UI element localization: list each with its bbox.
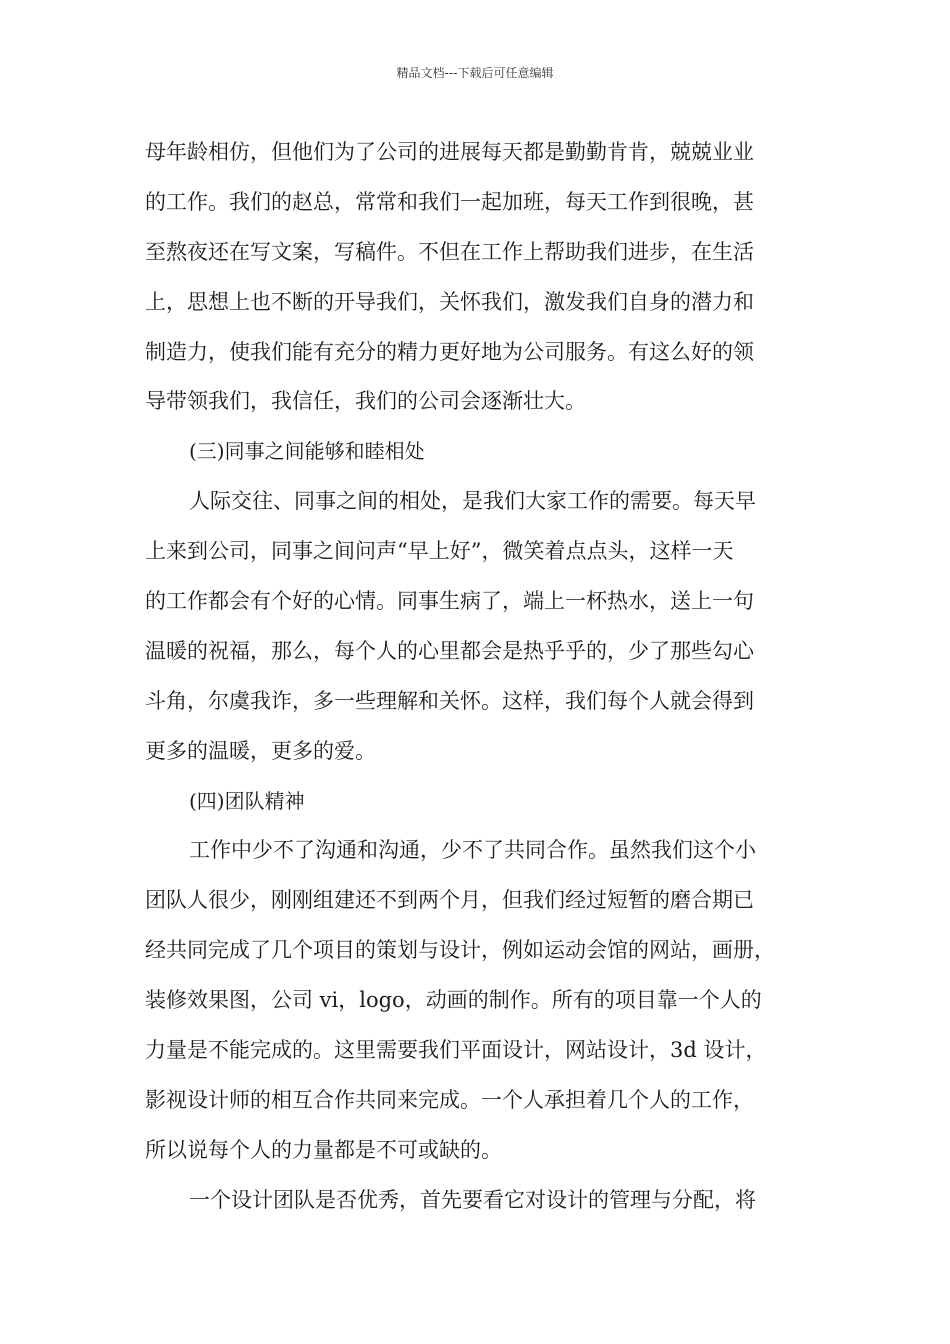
text-line: 的工作。我们的赵总，常常和我们一起加班，每天工作到很晚，甚 (145, 189, 754, 214)
text-line: 上，思想上也不断的开导我们，关怀我们，激发我们自身的潜力和 (145, 289, 754, 314)
page-header: 精品文档---下载后可任意编辑 (396, 66, 554, 80)
text-line: 的工作都会有个好的心情。同事生病了，端上一杯热水，送上一句 (145, 589, 754, 614)
text-line: 至熬夜还在写文案，写稿件。不但在工作上帮助我们进步，在生活 (145, 239, 754, 264)
text-line: 力量是不能完成的。这里需要我们平面设计，网站设计，3d 设计， (145, 1038, 767, 1063)
paragraph-first-line: 人际交往、同事之间的相处，是我们大家工作的需要。每天早 (189, 489, 756, 514)
document-body (145, 128, 825, 1226)
text-line: 斗角，尔虞我诈，多一些理解和关怀。这样，我们每个人就会得到 (145, 688, 754, 713)
text-line: 团队人很少，刚刚组建还不到两个月，但我们经过短暂的磨合期已 (145, 888, 754, 913)
text-line: 影视设计师的相互合作共同来完成。一个人承担着几个人的工作， (145, 1087, 754, 1112)
text-line: 母年龄相仿，但他们为了公司的进展每天都是勤勤肯肯，兢兢业业 (145, 140, 754, 164)
text-line: 所以说每个人的力量都是不可或缺的。 (145, 1137, 502, 1162)
text-line: 制造力，使我们能有充分的精力更好地为公司服务。有这么好的领 (145, 339, 754, 364)
section-heading: (三)同事之间能够和睦相处 (189, 439, 425, 464)
text-line: 更多的温暖，更多的爱。 (145, 738, 376, 763)
section-heading: (四)团队精神 (189, 788, 305, 813)
text-line: 上来到公司，同事之间问声“早上好”，微笑着点点头，这样一天 (145, 539, 734, 564)
text-line: 装修效果图，公司 vi，logo，动画的制作。所有的项目靠一个人的 (145, 988, 762, 1013)
paragraph-first-line: 一个设计团队是否优秀，首先要看它对设计的管理与分配，将 (189, 1187, 756, 1212)
paragraph-first-line: 工作中少不了沟通和沟通，少不了共同合作。虽然我们这个小 (189, 838, 756, 863)
text-line: 经共同完成了几个项目的策划与设计，例如运动会馆的网站，画册， (145, 938, 775, 963)
text-line: 导带领我们，我信任，我们的公司会逐渐壮大。 (145, 389, 586, 414)
text-line: 温暖的祝福，那么，每个人的心里都会是热乎乎的，少了那些勾心 (145, 638, 754, 663)
